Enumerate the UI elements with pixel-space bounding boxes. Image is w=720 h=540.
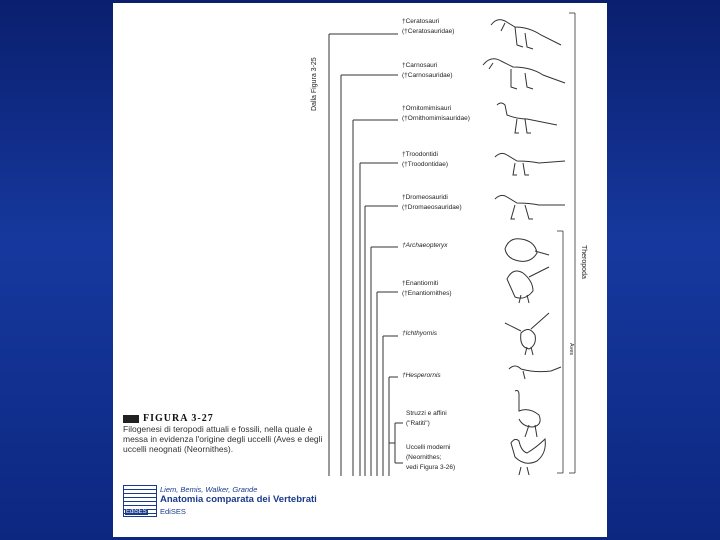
taxon-ornitomimisauri (402, 104, 470, 124)
taxon-scientific-name: ("Ratiti") (406, 420, 430, 427)
taxon-scientific-name: (†Enantiornithes) (402, 290, 452, 297)
taxon-common-name: †Ichthyornis (402, 330, 438, 337)
theropoda-label: Theropoda (580, 245, 587, 279)
figure-label: FIGURA 3-27 (143, 413, 214, 424)
ichthyornis-icon (501, 309, 561, 357)
taxon-common-name: †Archaeopteryx (402, 242, 448, 249)
taxon-dromeosauridi (402, 193, 462, 213)
taxon-enantiorniti (402, 279, 452, 299)
book-title: Anatomia comparata dei Vertebrati (160, 494, 317, 505)
ornithomimid-icon (491, 99, 571, 135)
book-authors: Liem, Bemis, Walker, Grande (160, 485, 258, 494)
troodontid-icon (491, 147, 571, 179)
taxon-neornithes (406, 443, 455, 473)
taxon-note: vedi Figura 3-26) (406, 464, 456, 471)
ceratosaur-icon (481, 11, 571, 51)
taxon-common-name: †Ceratosauri (402, 18, 440, 25)
dromaeosaur-icon (491, 189, 571, 225)
book-credit (123, 485, 343, 525)
taxon-hesperornis (402, 371, 441, 381)
carnosaur-icon (475, 51, 571, 91)
figure-caption (123, 413, 323, 454)
taxon-common-name: †Dromeosauridi (402, 194, 448, 201)
aves-label: Aves (568, 343, 574, 356)
taxon-common-name: Uccelli moderni (406, 444, 451, 451)
logo-text: EdiSES (126, 509, 147, 515)
taxon-common-name: †Carnosauri (402, 62, 438, 69)
taxon-common-name: †Troodontidi (402, 151, 438, 158)
taxon-scientific-name: (†Dromaeosauridae) (402, 204, 462, 211)
textbook-page (113, 3, 607, 537)
taxon-ceratosauri (402, 17, 454, 37)
taxon-common-name: †Enantiorniti (402, 280, 439, 287)
ostrich-icon (505, 387, 555, 439)
taxon-scientific-name: (†Carnosauridae) (402, 72, 453, 79)
taxon-scientific-name: (†Ornithomimisauridae) (402, 115, 470, 122)
taxon-common-name: †Ornitomimisauri (402, 105, 452, 112)
hesperornis-icon (505, 359, 565, 383)
taxon-scientific-name: (†Troodontidae) (402, 161, 449, 168)
taxon-common-name: Struzzi e affini (406, 410, 447, 417)
figure-marker-icon (123, 415, 139, 423)
taxon-scientific-name: (†Ceratosauridae) (402, 28, 455, 35)
taxon-common-name: †Hesperornis (402, 372, 441, 379)
taxon-scientific-name: (Neornithes; (406, 454, 442, 461)
rooster-icon (501, 433, 551, 477)
taxon-ratiti (406, 409, 447, 429)
taxon-archaeopteryx (402, 241, 448, 251)
taxon-carnosauri (402, 61, 453, 81)
caption-text: Filogenesi di teropodi attuali e fossili, nella quale è messa in evidenza l'origine degli uccelli (Aves e degli uccelli neognati (Neornithes). (123, 424, 323, 454)
publisher-logo-icon (123, 485, 157, 517)
taxon-ichthyornis (402, 329, 437, 339)
book-publisher: EdiSES (160, 507, 186, 516)
enantiornithine-icon (497, 261, 557, 305)
taxon-troodontidi (402, 150, 448, 170)
figure-label-row (123, 413, 323, 424)
source-note: Dalla Figura 3-25 (311, 57, 318, 111)
